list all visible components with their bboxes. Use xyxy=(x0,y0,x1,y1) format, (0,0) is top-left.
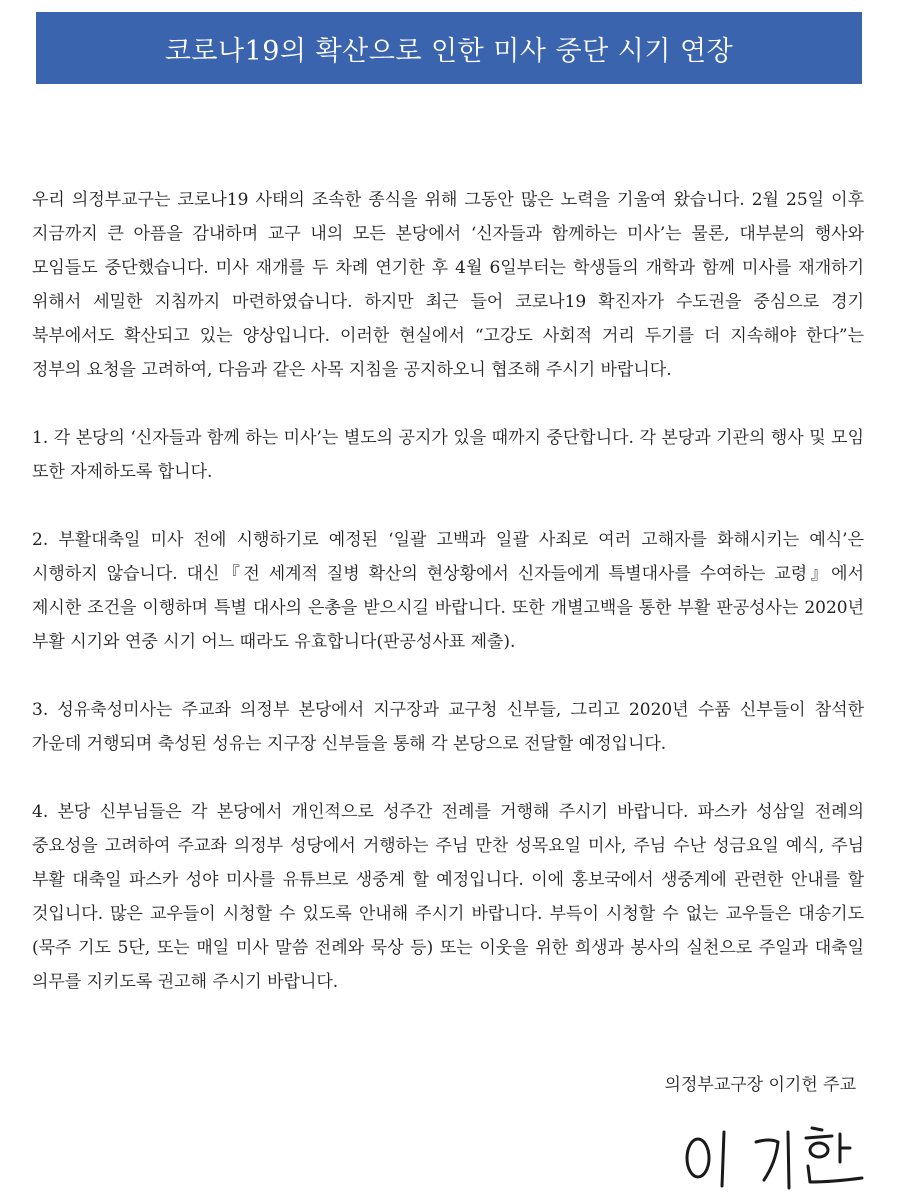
title-banner xyxy=(36,12,862,84)
handwritten-signature xyxy=(672,1118,872,1194)
intro-paragraph: 우리 의정부교구는 코로나19 사태의 조속한 종식을 위해 그동안 많은 노력을 기울여 왔습니다. 2월 25일 이후 지금까지 큰 아픔을 감내하며 교구 내의 모든 본당에서 ‘신자들과 함께하는 미사’는 물론, 대부분의 행사와 모임들도 중단했습니다. 미사 재개를 두 차례 연기한 후 4월 6일부터는 학생들의 개학과 함께 미사를 재개하기 위해서 세밀한 지침까지 마련하였습니다. 하지만 최근 들어 코로나19 확진자가 수도권을 중심으로 경기 북부에서도 확산되고 있는 양상입니다. 이러한 현실에서 “고강도 사회적 거리 두기를 더 지속해야 한다”는 정부의 요청을 고려하여, 다음과 같은 사목 지침을 공지하오니 협조해 주시기 바랍니다. xyxy=(32,190,864,380)
guideline-item-3: 3. 성유축성미사는 주교좌 의정부 본당에서 지구장과 교구청 신부들, 그리고 2020년 수품 신부들이 참석한 가운데 거행되며 축성된 성유는 지구장 신부들을 통해 각 본당으로 전달할 예정입니다. xyxy=(32,700,864,754)
guideline-item-1: 1. 각 본당의 ‘신자들과 함께 하는 미사’는 별도의 공지가 있을 때까지 중단합니다. 각 본당과 기관의 행사 및 모임 또한 자제하도록 합니다. xyxy=(32,428,864,482)
page-title: 코로나19의 확산으로 인한 미사 중단 시기 연장 xyxy=(164,35,734,67)
signer-line: 의정부교구장 이기헌 주교 xyxy=(664,1075,856,1095)
guideline-item-2: 2. 부활대축일 미사 전에 시행하기로 예정된 ‘일괄 고백과 일괄 사죄로 여러 고해자를 화해시키는 예식’은 시행하지 않습니다. 대신『전 세계적 질병 확산의 현상황에서 신자들에게 특별대사를 수여하는 교령』에서 제시한 조건을 이행하며 특별 대사의 은총을 받으시길 바랍니다. 또한 개별고백을 통한 부활 판공성사는 2020년 부활 시기와 연중 시기 어느 때라도 유효합니다(판공성사표 제출). xyxy=(32,530,864,652)
notice-body xyxy=(32,183,864,1033)
guideline-item-4: 4. 본당 신부님들은 각 본당에서 개인적으로 성주간 전례를 거행해 주시기 바랍니다. 파스카 성삼일 전례의 중요성을 고려하여 주교좌 의정부 성당에서 거행하는 주님 만찬 성목요일 미사, 주님 수난 성금요일 예식, 주님 부활 대축일 파스카 성야 미사를 유튜브로 생중계 할 예정입니다. 이에 홍보국에서 생중계에 관련한 안내를 할 것입니다. 많은 교우들이 시청할 수 있도록 안내해 주시기 바랍니다. 부득이 시청할 수 없는 교우들은 대송기도(묵주 기도 5단, 또는 매일 미사 말씀 전례와 묵상 등) 또는 이웃을 위한 희생과 봉사의 실천으로 주일과 대축일 의무를 지키도록 권고해 주시기 바랍니다. xyxy=(32,802,864,992)
